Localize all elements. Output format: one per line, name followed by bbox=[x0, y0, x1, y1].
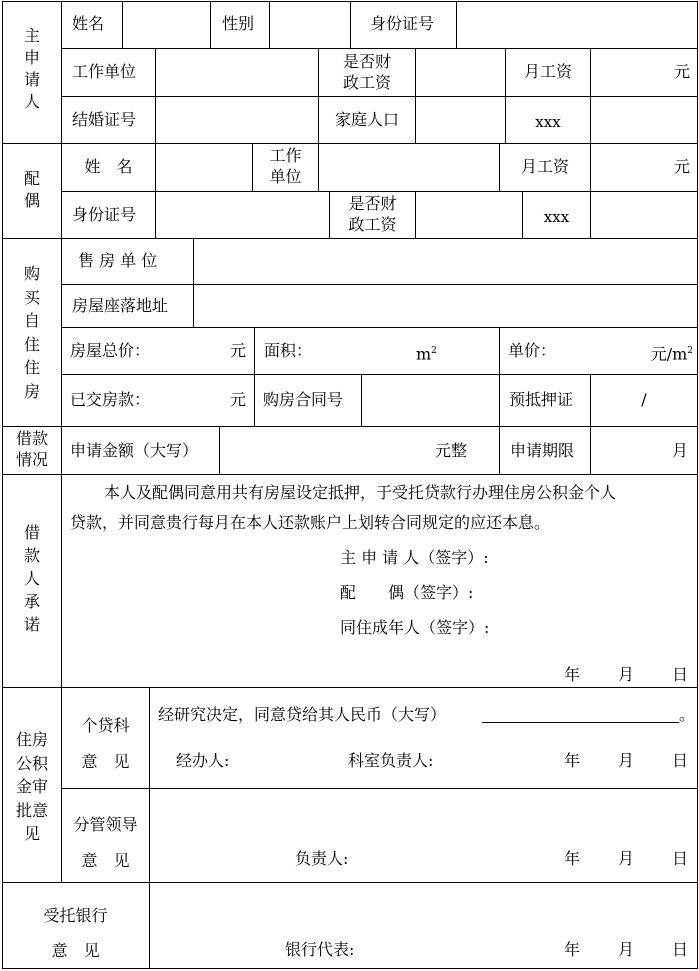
col-line bbox=[350, 1, 351, 48]
applicant-salary-label: 月工资 bbox=[523, 62, 572, 81]
address-label: 房屋座落地址 bbox=[72, 296, 169, 315]
seller-field[interactable] bbox=[194, 239, 696, 284]
col-line bbox=[499, 327, 500, 426]
row-line bbox=[61, 788, 698, 789]
decision-end: 。 bbox=[679, 705, 696, 724]
commitment-text-line-2: 贷款，并同意贵行每月在本人还款账户上划转合同规定的应还本息。 bbox=[70, 513, 551, 532]
applicant-fiscal-label: 是否财 政工资 bbox=[342, 52, 391, 92]
unit-price-unit: 元$/m^2$ bbox=[650, 344, 693, 364]
spouse-section-label: 配 偶 bbox=[23, 169, 40, 210]
bank-representative-label: 银行代表: bbox=[285, 940, 355, 959]
amount-blank-underline[interactable] bbox=[482, 722, 679, 723]
unit-price-label: 单价： bbox=[508, 341, 557, 360]
handler-label: 经办人: bbox=[176, 751, 230, 770]
applicant-employer-field[interactable] bbox=[156, 49, 317, 96]
commitment-month: 月 bbox=[618, 665, 635, 684]
area-unit: $m^2$ bbox=[416, 344, 437, 364]
bank-section-label: 受托银行 意 见 bbox=[43, 906, 108, 960]
loan-section-label: 借款 情况 bbox=[15, 429, 48, 469]
applicant-gender-field[interactable] bbox=[270, 2, 349, 48]
approval-section-label: 住房 公积 金审 批意 见 bbox=[15, 730, 48, 843]
paid-unit: 元 bbox=[229, 390, 246, 409]
section-divider bbox=[61, 1, 62, 687]
row-line bbox=[2, 687, 698, 688]
applicant-salary-unit: 元 bbox=[673, 62, 690, 81]
loan-dept-label: 个贷科 意 见 bbox=[81, 716, 130, 771]
applicant-name-label: 姓名 bbox=[72, 14, 105, 33]
spouse-id-field[interactable] bbox=[156, 192, 328, 238]
col-line bbox=[590, 48, 591, 143]
applicant-id-field[interactable] bbox=[457, 2, 696, 48]
spouse-fiscal-field[interactable] bbox=[416, 192, 521, 238]
marriage-cert-label: 结婚证号 bbox=[72, 110, 137, 129]
col-line bbox=[590, 191, 591, 238]
household-value: xxx bbox=[535, 113, 561, 131]
bank-month: 月 bbox=[618, 940, 635, 959]
loan-term-unit: 月 bbox=[671, 441, 688, 460]
table-border-bottom bbox=[2, 968, 698, 969]
commitment-section-label: 借 款 人 承 诺 bbox=[23, 523, 40, 634]
col-line bbox=[590, 143, 591, 191]
sign-applicant-label: 主 申 请 人（签字）: bbox=[340, 548, 489, 567]
bank-day: 日 bbox=[672, 940, 689, 959]
marriage-cert-field[interactable] bbox=[156, 97, 317, 143]
col-line bbox=[254, 327, 255, 426]
col-line bbox=[499, 426, 500, 474]
leader-day: 日 bbox=[672, 849, 689, 868]
purchase-section-label: 购 买 自 住 住 房 bbox=[23, 264, 40, 401]
applicant-gender-label: 性别 bbox=[222, 14, 255, 33]
row-line bbox=[61, 327, 698, 328]
col-line bbox=[210, 1, 211, 48]
applicant-employer-label: 工作单位 bbox=[72, 62, 137, 81]
spouse-name-label: 姓 名 bbox=[84, 157, 133, 176]
total-price-unit: 元 bbox=[229, 341, 246, 360]
area-label: 面积： bbox=[264, 341, 313, 360]
paid-label: 已交房款： bbox=[70, 390, 151, 409]
spouse-salary-unit: 元 bbox=[673, 157, 690, 176]
sign-spouse-label: 配 偶（签字）: bbox=[340, 583, 474, 602]
leader-month: 月 bbox=[618, 849, 635, 868]
spouse-id-label: 身份证号 bbox=[72, 205, 137, 224]
spouse-salary-label: 月工资 bbox=[520, 157, 569, 176]
bank-year: 年 bbox=[564, 940, 581, 959]
spouse-fiscal-value: xxx bbox=[543, 208, 570, 226]
loan-term-label: 申请期限 bbox=[510, 441, 575, 460]
contract-label: 购房合同号 bbox=[263, 390, 344, 409]
mortgage-value: / bbox=[641, 390, 647, 409]
office-head-label: 科室负责人: bbox=[348, 751, 434, 770]
approval-day: 日 bbox=[672, 751, 689, 770]
commitment-year: 年 bbox=[564, 665, 581, 684]
spouse-fiscal-label: 是否财 政工资 bbox=[348, 194, 397, 234]
col-line bbox=[149, 687, 150, 969]
responsible-label: 负责人: bbox=[295, 849, 349, 868]
spouse-employer-field[interactable] bbox=[319, 144, 498, 191]
household-label: 家庭人口 bbox=[334, 110, 399, 129]
sign-adult-label: 同住成年人（签字）: bbox=[340, 618, 490, 637]
row-line bbox=[2, 882, 698, 883]
spouse-employer-label: 工作 单位 bbox=[269, 146, 302, 186]
applicant-section-label: 主 申 请 人 bbox=[23, 26, 40, 111]
approval-year: 年 bbox=[564, 751, 581, 770]
commitment-text-line-1: 本人及配偶同意用共有房屋设定抵押，于受托贷款行办理住房公积金个人 bbox=[104, 483, 617, 502]
household-field[interactable] bbox=[416, 97, 504, 143]
decision-text: 经研究决定，同意贷给其人民币（大写） bbox=[158, 705, 447, 724]
approval-month: 月 bbox=[618, 751, 635, 770]
col-line bbox=[590, 426, 591, 474]
applicant-id-label: 身份证号 bbox=[370, 14, 435, 33]
mortgage-label: 预抵押证 bbox=[509, 390, 574, 409]
leader-label: 分管领导 意 见 bbox=[73, 815, 138, 870]
leader-year: 年 bbox=[564, 849, 581, 868]
seller-label: 售 房 单 位 bbox=[78, 251, 158, 270]
address-field[interactable] bbox=[194, 285, 696, 327]
applicant-name-field[interactable] bbox=[123, 2, 209, 48]
table-border-right bbox=[697, 1, 698, 969]
contract-field[interactable] bbox=[362, 375, 498, 426]
loan-amount-label: 申请金额（大写） bbox=[70, 441, 199, 460]
total-price-label: 房屋总价： bbox=[70, 341, 151, 360]
table-border-left bbox=[2, 1, 3, 969]
commitment-day: 日 bbox=[672, 665, 689, 684]
row-line bbox=[2, 474, 698, 475]
spouse-name-field[interactable] bbox=[156, 144, 251, 191]
applicant-fiscal-field[interactable] bbox=[416, 49, 504, 96]
loan-amount-unit: 元整 bbox=[434, 441, 467, 460]
